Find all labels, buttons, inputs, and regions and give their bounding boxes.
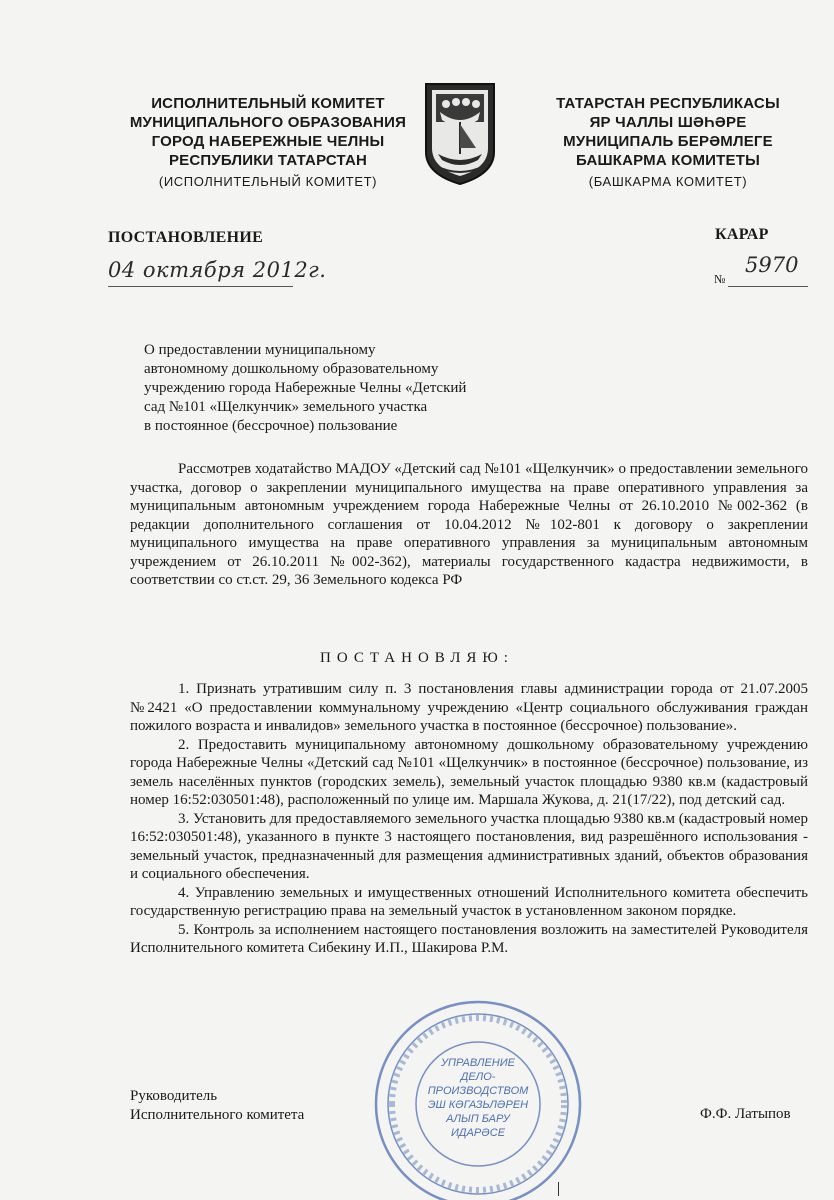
subject-line: автономному дошкольному образовательному [144, 361, 439, 377]
header-left-line: МУНИЦИПАЛЬНОГО ОБРАЗОВАНИЯ [129, 114, 407, 131]
decree-item: 2. Предоставить муниципальному автономному дошкольному образовательному учреждению города Набережные Челны «Детский сад №101 «Щелкунчик» в постоянное (бессрочное) пользование, из земель населённых пунктов (городских земель), земельный участок площадью 9380 кв.м (кадастровый номер 16:52:030501:48), расположенный по улице им. Маршала Жукова, д. 21(17/22), под детский сад. [130, 736, 808, 808]
header-left-line: ГОРОД НАБЕРЕЖНЫЕ ЧЕЛНЫ [151, 133, 385, 150]
stamp-line: УПРАВЛЕНИЕ [441, 1057, 515, 1069]
header-left-block [118, 94, 418, 191]
stamp-line: ДЕЛО- [460, 1071, 496, 1083]
document-date-handwritten: 04 октября 2012г. [108, 258, 327, 282]
date-underline [108, 286, 293, 287]
stamp-line: ЭШ КӘГАЗЬЛӘРЕН [427, 1099, 529, 1111]
header-right-line: ТАТАРСТАН РЕСПУБЛИКАСЫ [556, 95, 780, 112]
signatory-name: Ф.Ф. Латыпов [700, 1106, 791, 1122]
decree-heading: ПОСТАНОВЛЯЮ: [320, 650, 514, 666]
preamble-block [130, 460, 808, 590]
header-left-line: ИСПОЛНИТЕЛЬНЫЙ КОМИТЕТ [151, 95, 385, 112]
document-type-tt: КАРАР [715, 226, 769, 243]
decree-item: 5. Контроль за исполнением настоящего постановления возложить на заместителей Руководителя Исполнительного комитета Сибекину И.П., Шакирова Р.М. [130, 921, 808, 956]
number-underline [728, 286, 808, 287]
signatory-role-line: Исполнительного комитета [130, 1107, 305, 1123]
decree-item: 3. Установить для предоставляемого земельного участка площадью 9380 кв.м (кадастровый номер 16:52:030501:48), указанного в пункте 3 настоящего постановления, вид разрешённого использования - земельный участок, предназначенный для размещения административных зданий, объектов образования и социального обеспечения. [130, 810, 808, 882]
document-type-ru: ПОСТАНОВЛЕНИЕ [108, 229, 264, 246]
subject-line: в постоянное (бессрочное) пользование [144, 418, 398, 434]
document-subject [144, 341, 524, 436]
signatory-role [130, 1087, 304, 1125]
subject-line: учреждению города Набережные Челны «Детский [144, 380, 467, 396]
document-number-handwritten: 5970 [745, 253, 799, 277]
header-right-block [528, 94, 808, 191]
decree-item: 1. Признать утратившим силу п. 3 постановления главы администрации города от 21.07.2005 №2421 «О предоставлении коммунальному учреждению «Центр социального обслуживания граждан пожилого возраста и инвалидов» земельного участка в постоянное (бессрочное) пользование». [130, 681, 808, 734]
page-tick-mark [558, 1182, 559, 1196]
decree-item: 4. Управлению земельных и имущественных отношений Исполнительного комитета обеспечить государственную регистрацию права на земельный участок в установленном законом порядке. [130, 884, 808, 919]
city-coat-of-arms-icon [422, 82, 498, 186]
stamp-line: АЛЫП БАРУ [446, 1113, 510, 1125]
stamp-line: ПРОИЗВОДСТВОМ [427, 1085, 529, 1097]
subject-line: О предоставлении муниципальному [144, 342, 376, 358]
header-left-sub: (ИСПОЛНИТЕЛЬНЫЙ КОМИТЕТ) [158, 174, 378, 189]
document-number-label: № [714, 272, 726, 286]
decree-items [130, 680, 808, 958]
header-right-line: БАШКАРМА КОМИТЕТЫ [576, 152, 760, 169]
header-right-sub: (БАШКАРМА КОМИТЕТ) [588, 174, 748, 189]
stamp-line: ИДАРӘСЕ [450, 1127, 506, 1139]
header-right-line: МУНИЦИПАЛЬ БЕРӘМЛЕГЕ [563, 133, 773, 150]
signatory-role-line: Руководитель [130, 1088, 218, 1104]
header-right-line: ЯР ЧАЛЛЫ ШӘҺӘРЕ [589, 114, 747, 131]
header-left-line: РЕСПУБЛИКИ ТАТАРСТАН [168, 152, 368, 169]
preamble-paragraph: Рассмотрев ходатайство МАДОУ «Детский сад №101 «Щелкунчик» о предоставлении земельного участка, договор о закреплении муниципального имущества на праве оперативного управления за муниципальным автономным учреждением города Набережные Челны от 26.10.2010 №002-362 (в редакции дополнительного соглашения от 10.04.2012 №102-801 к договору о закреплении муниципального имущества на праве оперативного управления за муниципальным автономным учреждением от 26.10.2011 №002-362), материалы государственного кадастра недвижимости, в соответствии со ст.ст. 29, 36 Земельного кодекса РФ [130, 461, 808, 588]
stamp-inner-text [418, 1056, 538, 1140]
subject-line: сад №101 «Щелкунчик» земельного участка [144, 399, 428, 415]
